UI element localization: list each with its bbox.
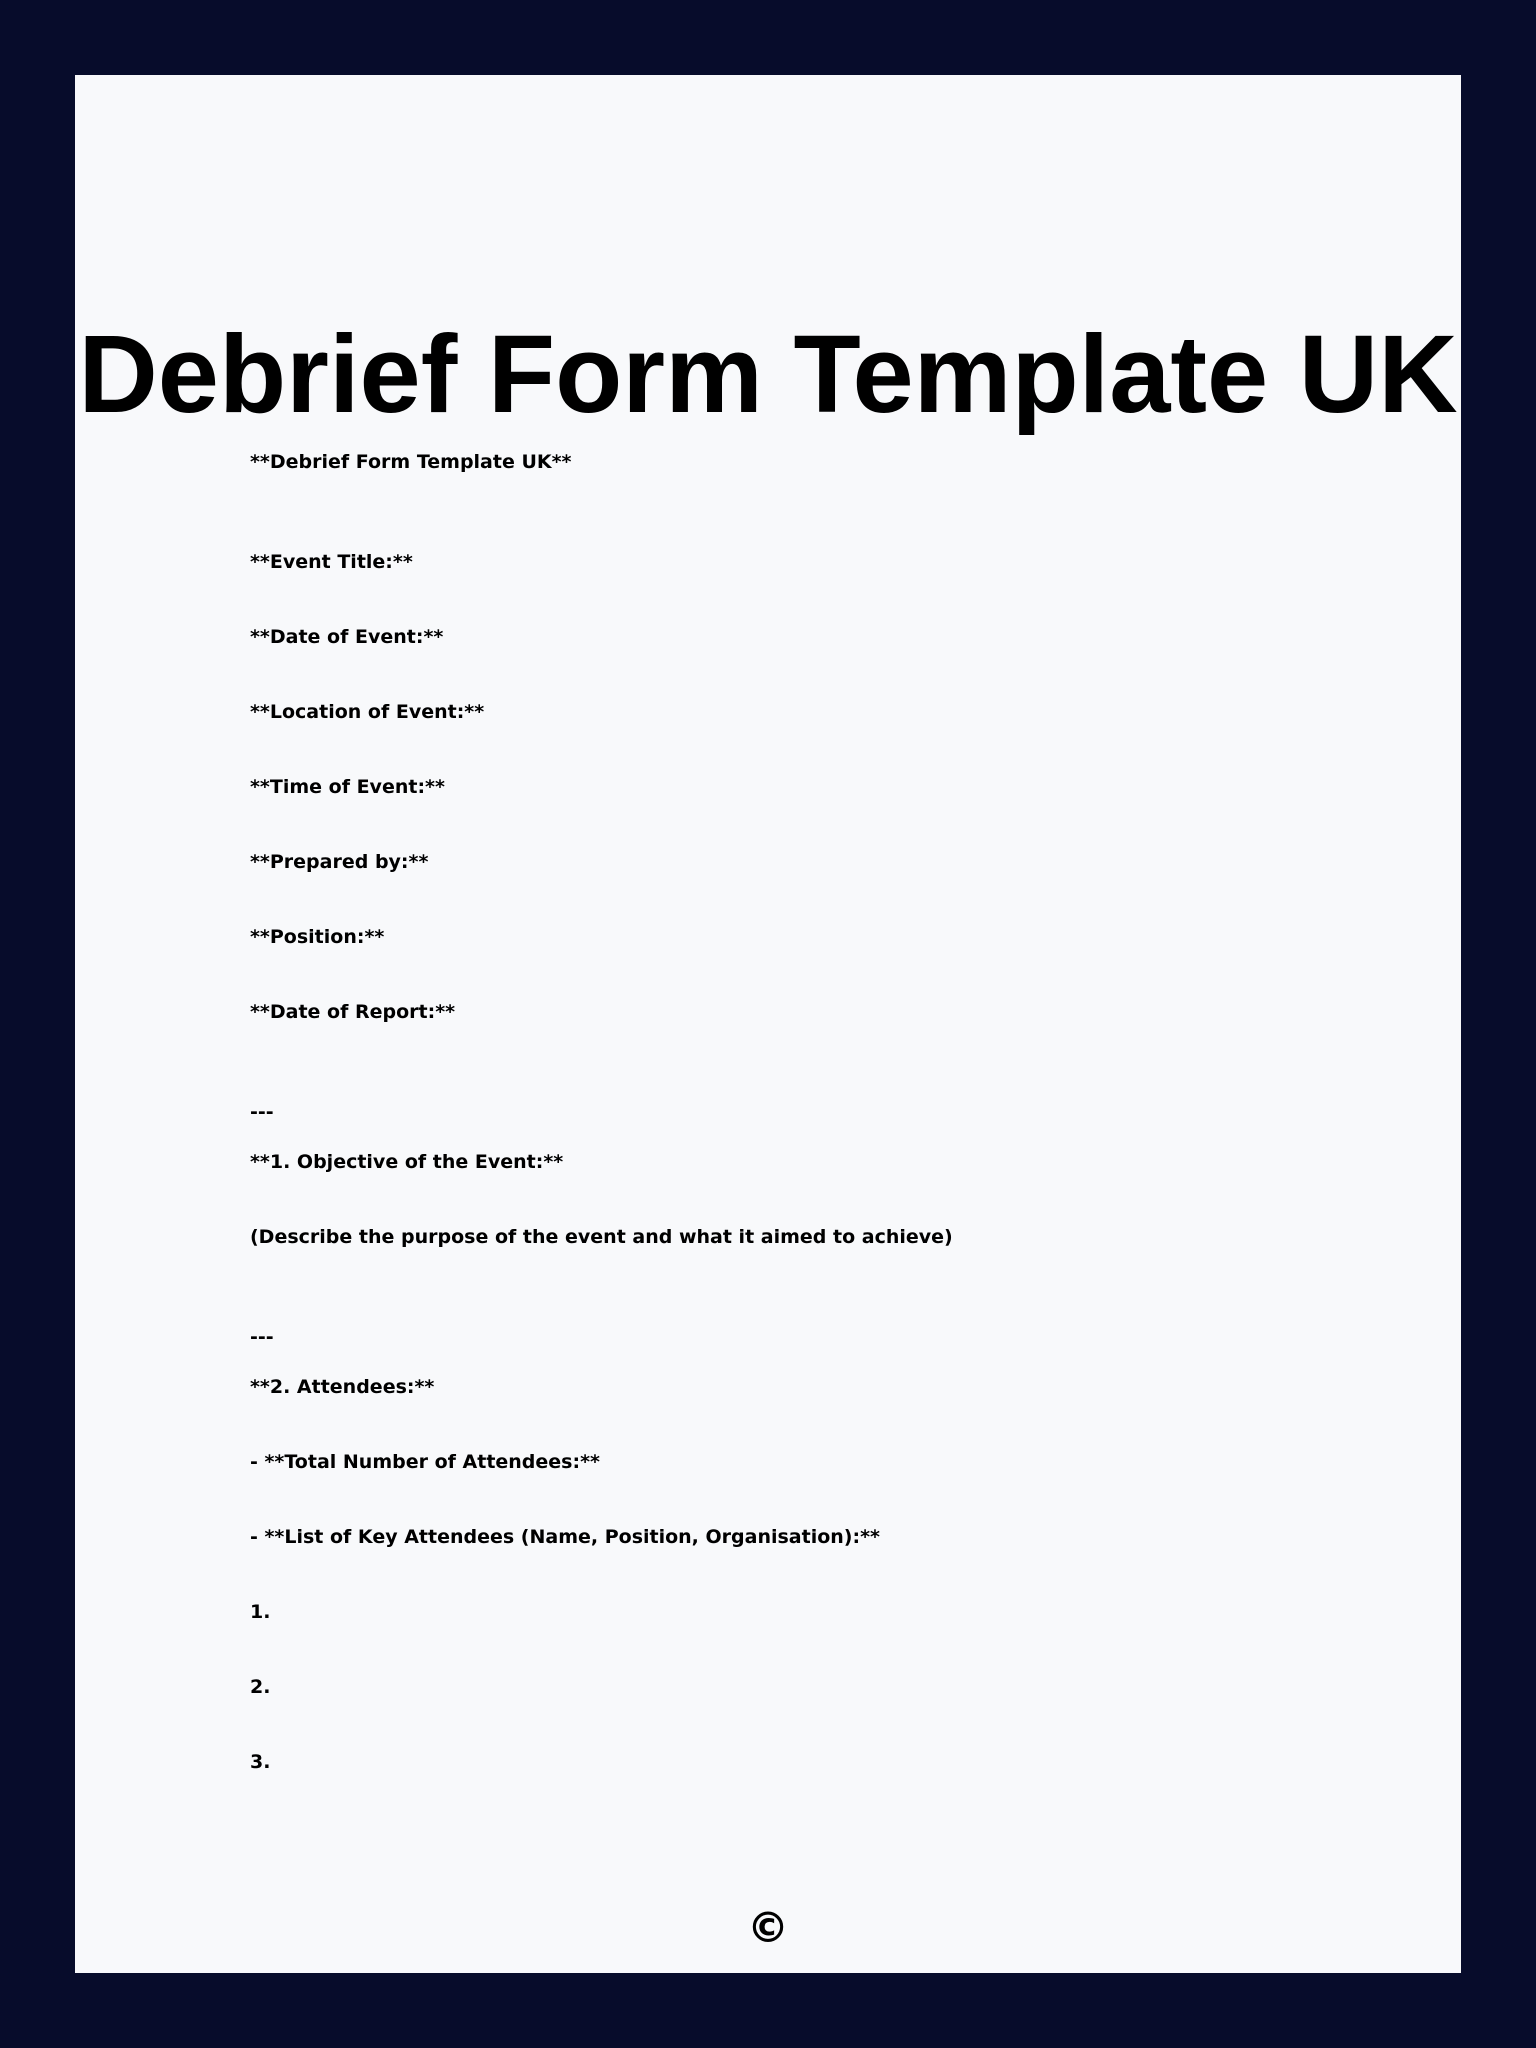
list-item: 2. — [250, 1676, 271, 1698]
section-divider: --- — [250, 1101, 274, 1123]
field-location-of-event: **Location of Event:** — [250, 701, 485, 723]
field-total-attendees: - **Total Number of Attendees:** — [250, 1451, 600, 1473]
field-date-of-report: **Date of Report:** — [250, 1001, 456, 1023]
objective-description: (Describe the purpose of the event and what it aimed to achieve) — [250, 1226, 953, 1248]
field-position: **Position:** — [250, 926, 385, 948]
section-heading-attendees: **2. Attendees:** — [250, 1376, 435, 1398]
copyright-icon: © — [747, 1903, 789, 1952]
field-time-of-event: **Time of Event:** — [250, 776, 445, 798]
field-date-of-event: **Date of Event:** — [250, 626, 444, 648]
section-heading-objective: **1. Objective of the Event:** — [250, 1151, 564, 1173]
field-key-attendees: - **List of Key Attendees (Name, Position, Organisation):** — [250, 1526, 880, 1548]
doc-heading: **Debrief Form Template UK** — [250, 451, 572, 473]
list-item: 1. — [250, 1601, 271, 1623]
list-item: 3. — [250, 1751, 271, 1773]
document-page — [75, 75, 1461, 1973]
field-event-title: **Event Title:** — [250, 551, 413, 573]
page-title: Debrief Form Template UK — [78, 313, 1458, 436]
field-prepared-by: **Prepared by:** — [250, 851, 429, 873]
section-divider: --- — [250, 1326, 274, 1348]
